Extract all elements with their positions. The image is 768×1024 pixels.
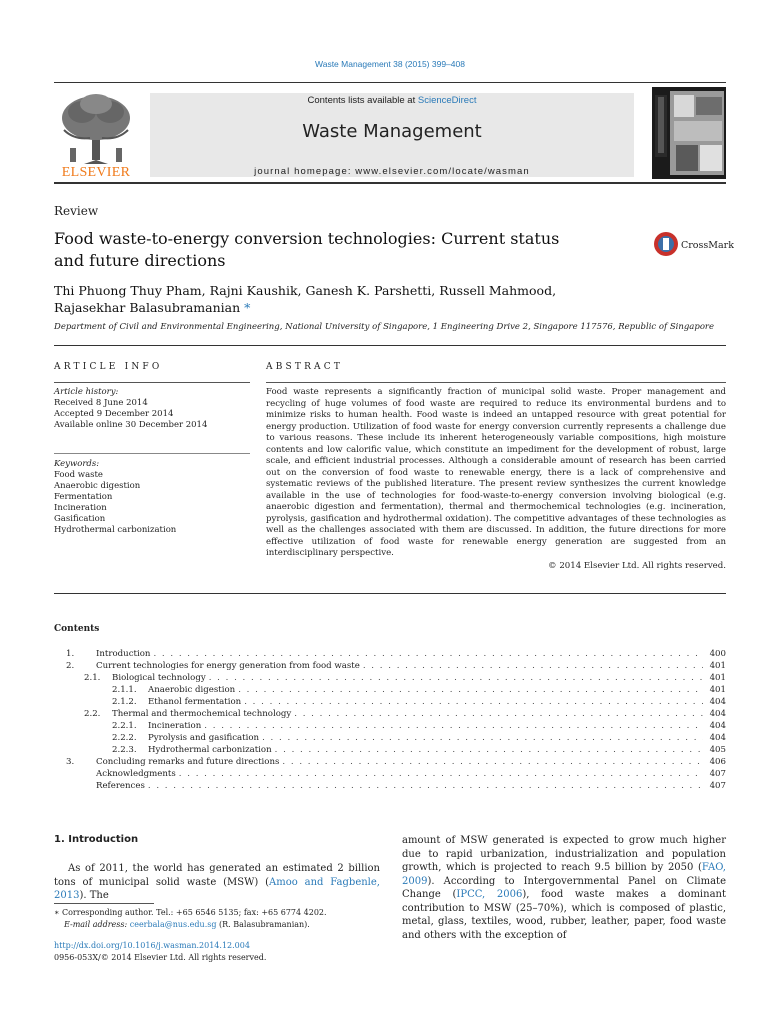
section-heading-introduction: 1. Introduction [54,834,139,845]
history-received: Received 8 June 2014 [54,398,148,408]
toc-page: 407 [709,781,726,791]
abstract-copyright: © 2014 Elsevier Ltd. All rights reserved. [548,561,726,571]
journal-name: Waste Management [302,121,482,142]
toc-page: 404 [709,721,726,731]
toc-number: 2.2. [84,709,101,719]
toc-title: Biological technology [112,673,206,683]
author-list [54,282,574,316]
history-label: Article history: [54,387,119,397]
keyword: Fermentation [54,492,113,502]
intro-text: ), food waste makes a dominant contribution to MSW (25–70%), which is composed of plastic, metal, glass, textiles, wood, rubber, leather, paper, food waste and others with the exception of [402,889,726,941]
toc-title: Hydrothermal carbonization [148,745,272,755]
abstract-text: Food waste represents a significantly fraction of municipal solid waste. Proper management and recycling of huge volumes of food waste are required to reduce its environmental burdens and to minimize risks to human health. Food waste is indeed an untapped resource with great potential for energy production. Utilization of food waste for energy conversion currently represents a challenge due to various reasons. These include its inherent heterogeneously variable compositions, high moisture contents and low calorific value, which constitute an impediment for the development of robust, large scale, and efficient industrial processes. Although a considerable amount of research has been carried out on the conversion of food waste to renewable energy, there is a lack of comprehensive and systematic reviews of the published literature. The present review synthesizes the current knowledge available in the use of technologies for food-waste-to-energy conversion involving biological (e.g. anaerobic digestion and fermentation), thermal and thermochemical technologies (e.g. incineration, pyrolysis, gasification and hydrothermal oxidation). The competitive advantages of these technologies as well as the challenges associated with them are discussed. In addition, the future directions for more effective utilization of food waste for renewable energy generation are suggested from an interdisciplinary perspective. [266,387,726,558]
toc-number: 1. [66,649,75,659]
toc-leader [209,672,703,684]
toc-number: 2.2.2. [112,733,137,743]
toc-page: 404 [709,733,726,743]
article-info-rule [54,382,250,383]
keyword: Hydrothermal carbonization [54,525,177,535]
footnote-rule [54,903,154,904]
toc-page: 405 [709,745,726,755]
toc-leader [262,732,703,744]
toc-entry[interactable] [54,672,726,684]
toc-page: 404 [709,709,726,719]
divider-abstract-bottom [54,593,726,594]
toc-title: Acknowledgments [96,769,176,779]
contents-available [150,95,634,106]
toc-number: 2.1.2. [112,697,137,707]
toc-leader [204,720,703,732]
toc-entry[interactable] [54,720,726,732]
journal-homepage[interactable]: journal homepage: www.elsevier.com/locate/wasman [254,166,530,177]
toc-leader [363,660,703,672]
keyword: Food waste [54,470,103,480]
toc-page: 401 [709,661,726,671]
sciencedirect-link[interactable]: ScienceDirect [417,95,477,106]
corresponding-author-mark[interactable]: * [244,300,251,315]
journal-cover-image[interactable] [652,87,726,179]
crossmark-label: CrossMark [681,240,734,251]
toc-leader [238,684,703,696]
intro-paragraph-right [402,834,726,942]
corresponding-author-note: ∗ Corresponding author. Tel.: +65 6546 5135; fax: +65 6774 4202. [54,908,327,917]
affiliation: Department of Civil and Environmental Engineering, National University of Singapore, 1 Engineering Drive 2, Singapore 117576, Republic of Singapore [54,322,715,332]
email-name: (R. Balasubramanian). [216,919,310,929]
keywords-label: Keywords: [54,459,100,469]
email-label: E-mail address: [64,919,128,929]
toc-entry[interactable] [54,648,726,660]
toc-leader [275,744,703,756]
toc-title: References [96,781,145,791]
toc-entry[interactable] [54,744,726,756]
history-accepted: Accepted 9 December 2014 [54,409,174,419]
masthead-bottom-rule [54,182,726,184]
toc-page: 406 [709,757,726,767]
keyword-list [54,459,254,536]
journal-citation[interactable]: Waste Management 38 (2015) 399–408 [315,59,465,69]
intro-text: As of 2011, the world has generated an estimated 2 billion tons of municipal solid waste (MSW) ( [54,863,380,888]
keywords-rule [54,453,250,454]
toc-entry[interactable] [54,756,726,768]
article-type: Review [54,204,99,218]
intro-paragraph-left [54,862,380,903]
toc-number: 2.2.3. [112,745,137,755]
toc-leader [153,648,703,660]
intro-text: amount of MSW generated is expected to grow much higher due to rapid urbanization, industrialization and population growth, which is projected to reach 9.5 billion by 2050 ( [402,835,726,873]
toc-title: Introduction [96,649,151,659]
abstract-rule [266,382,726,383]
elsevier-wordmark: ELSEVIER [61,165,131,180]
reference-link[interactable]: IPCC, 2006 [456,889,523,900]
toc-title: Thermal and thermochemical technology [112,709,292,719]
toc-entry[interactable] [54,768,726,780]
corresponding-footnote [54,907,380,930]
toc-number: 2.2.1. [112,721,137,731]
toc-title: Pyrolysis and gasification [148,733,260,743]
divider-top [54,345,726,346]
issn-copyright: 0956-053X/© 2014 Elsevier Ltd. All rights reserved. [54,953,267,962]
toc-page: 401 [709,685,726,695]
reference-link[interactable]: Amoo and Fagbenle, 2013 [54,876,380,901]
toc-entry[interactable] [54,732,726,744]
abstract-heading: ABSTRACT [266,362,344,372]
toc-entry[interactable] [54,684,726,696]
toc-page: 404 [709,697,726,707]
toc-page: 401 [709,673,726,683]
history-online: Available online 30 December 2014 [54,420,208,430]
toc-title: Current technologies for energy generation from food waste [96,661,360,671]
toc-entry[interactable] [54,696,726,708]
keyword: Incineration [54,503,107,513]
contents-prefix: Contents lists available at [307,95,418,106]
toc-title: Concluding remarks and future directions [96,757,280,767]
reference-link[interactable]: FAO, 2009 [402,862,726,887]
toc-number: 2.1. [84,673,101,683]
toc-leader [244,696,703,708]
toc-number: 2. [66,661,75,671]
toc-number: 2.1.1. [112,685,137,695]
intro-text: ). According to Intergovernmental Panel on Climate Change ( [402,875,726,900]
table-of-contents [54,648,726,792]
email-link[interactable]: ceerbala@nus.edu.sg [129,919,217,929]
toc-number: 3. [66,757,75,767]
toc-entry[interactable] [54,708,726,720]
keyword: Gasification [54,514,106,524]
toc-title: Anaerobic digestion [148,685,236,695]
toc-leader [179,768,703,780]
toc-title: Ethanol fermentation [148,697,242,707]
article-title: Food waste-to-energy conversion technologies: Current status and future directions [54,229,560,270]
toc-entry[interactable] [54,660,726,672]
crossmark-badge[interactable] [654,230,734,258]
article-info-heading: ARTICLE INFO [54,362,163,372]
authors-text: Thi Phuong Thuy Pham, Rajni Kaushik, Ganesh K. Parshetti, Russell Mahmood, Rajasekhar Balasubramanian [54,283,557,315]
toc-leader [294,708,703,720]
toc-page: 400 [709,649,726,659]
toc-page: 407 [709,769,726,779]
toc-title: Incineration [148,721,202,731]
keyword: Anaerobic digestion [54,481,141,491]
toc-leader [282,756,703,768]
article-history [54,387,254,431]
masthead-top-rule [54,82,726,83]
intro-text: ). The [79,890,109,901]
toc-leader [148,780,703,792]
contents-heading: Contents [54,624,100,634]
doi-link[interactable]: http://dx.doi.org/10.1016/j.wasman.2014.12.004 [54,941,250,950]
toc-entry[interactable] [54,780,726,792]
